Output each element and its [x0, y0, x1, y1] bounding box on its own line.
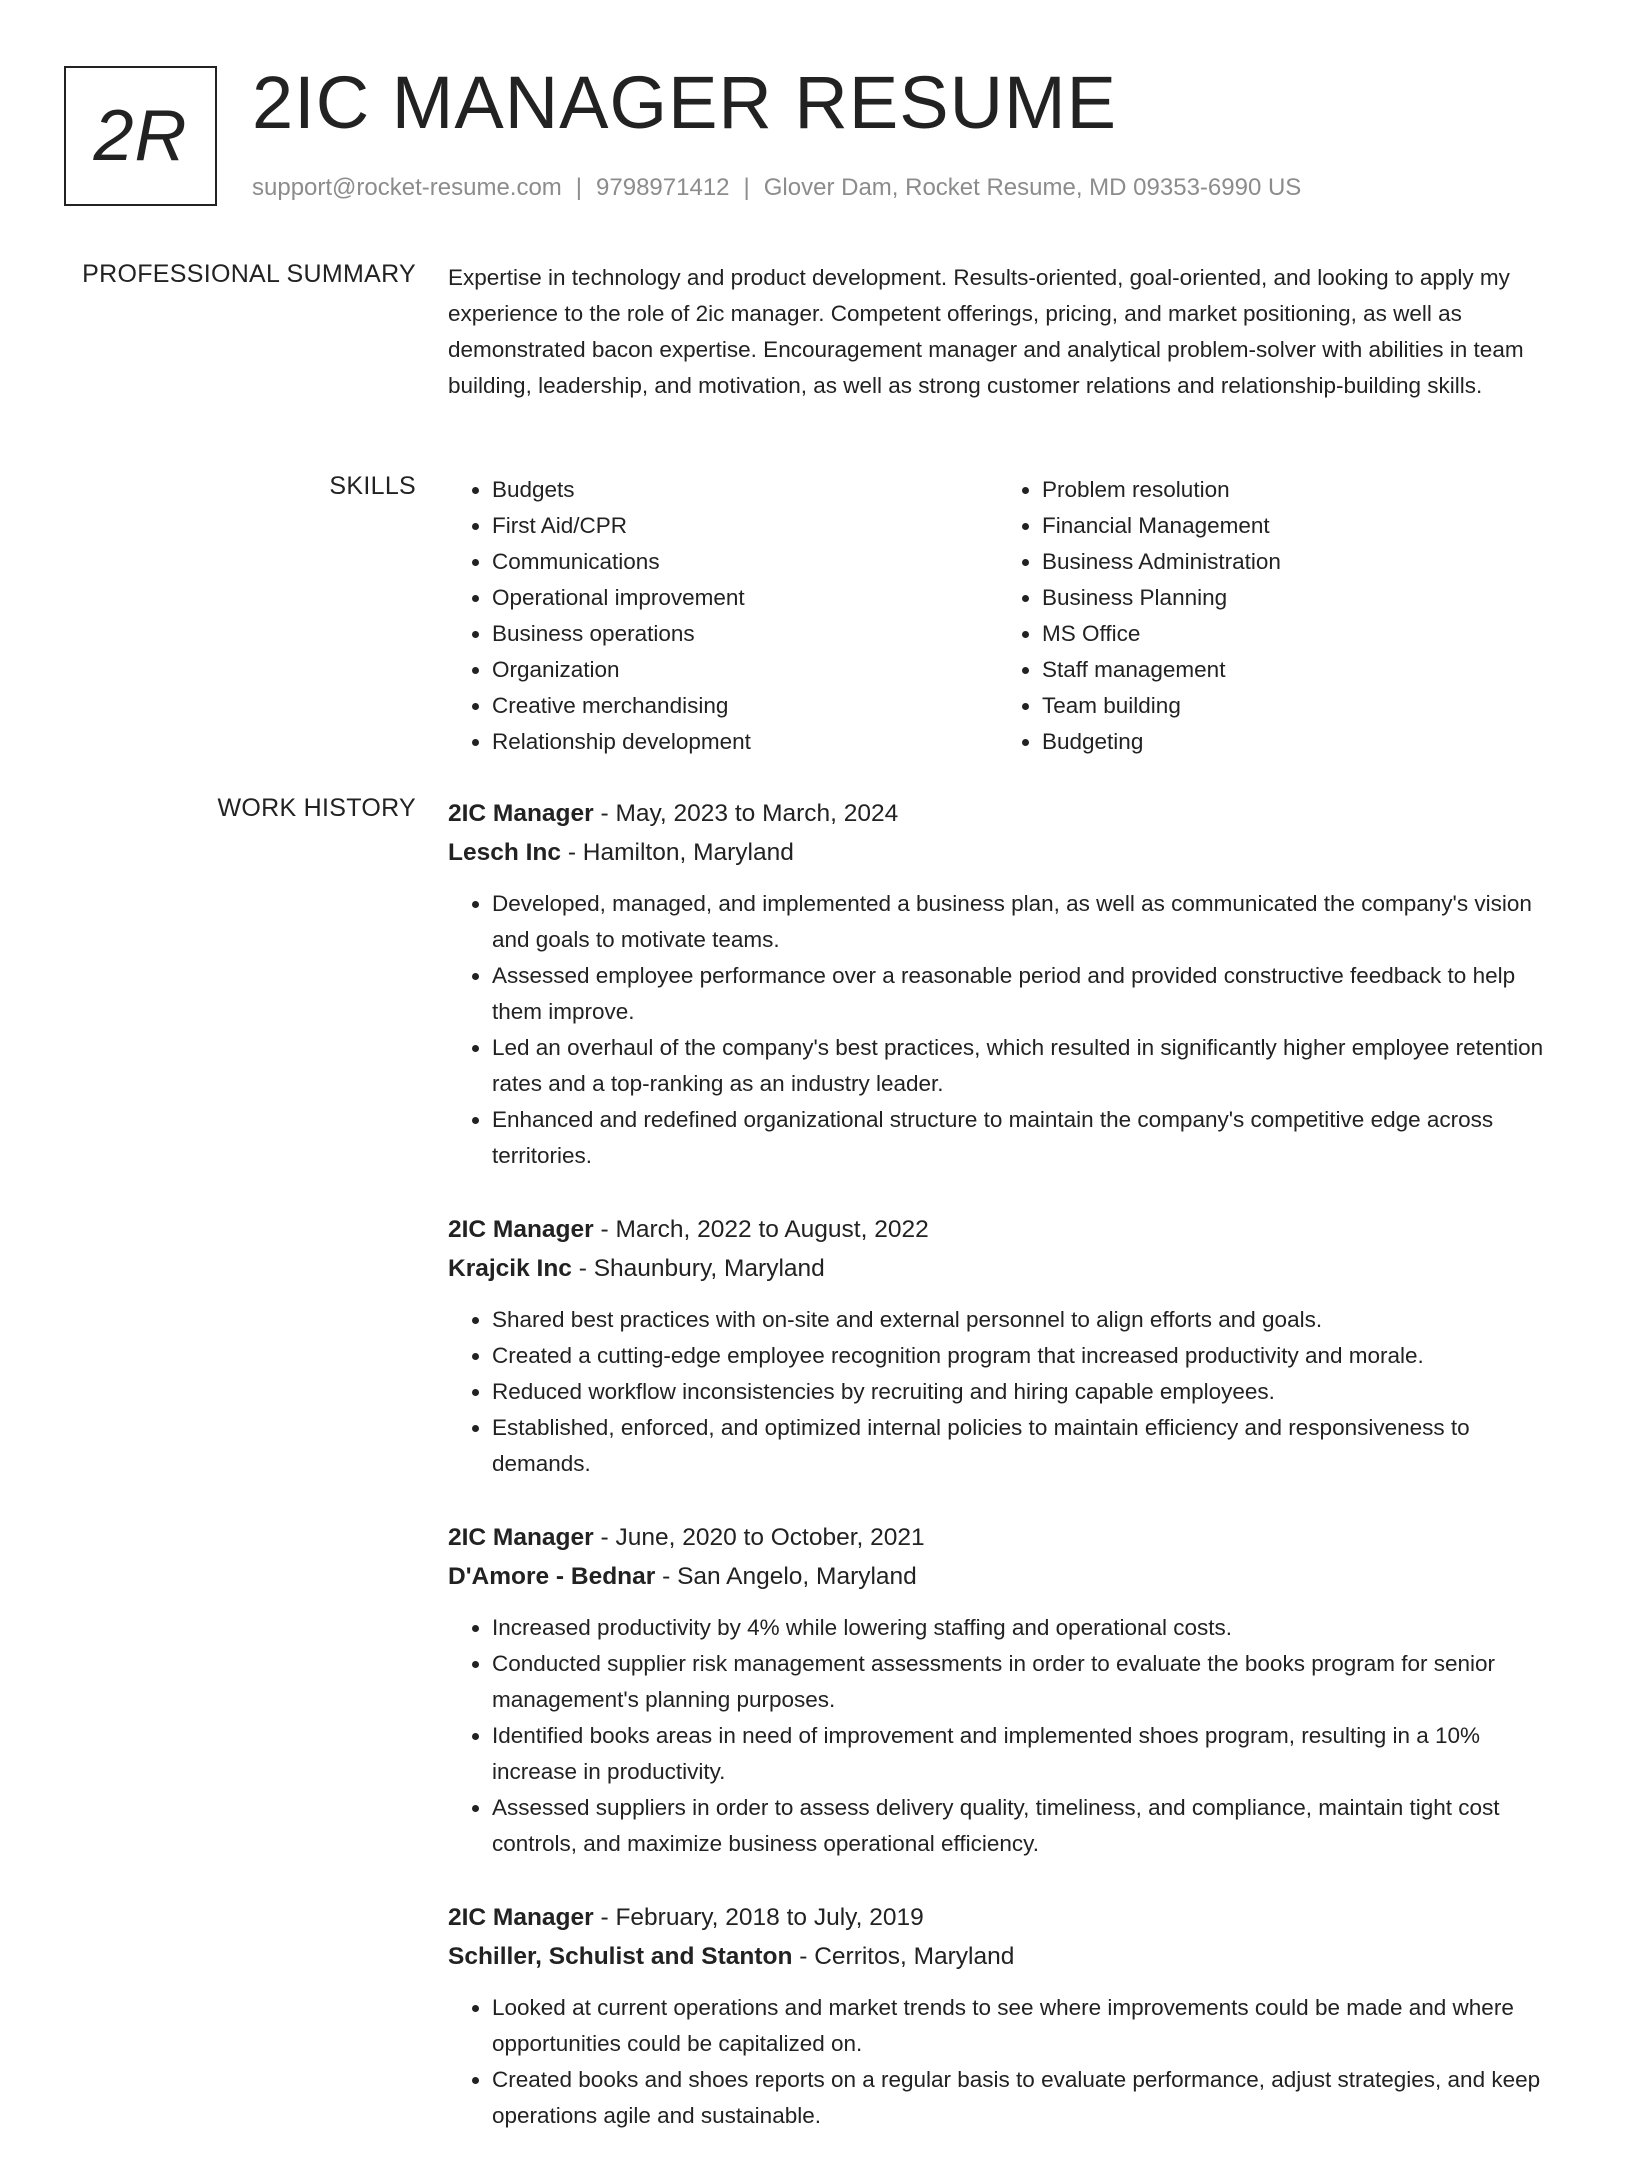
summary-body [448, 260, 1568, 404]
job-dates: - May, 2023 to March, 2024 [593, 800, 899, 827]
skill-item: • Budgets [492, 472, 998, 508]
skill-item: • Operational improvement [492, 580, 998, 616]
work-history-body [448, 794, 1568, 2170]
skill-item: • Business Planning [1042, 580, 1548, 616]
job-bullet: • Assessed employee performance over a reasonable period and provided constructive feedback to help them improve. [492, 958, 1568, 1030]
job-bullet-list [448, 886, 1568, 1174]
skill-item: • Business operations [492, 616, 998, 652]
job-title: 2IC Manager [448, 1524, 594, 1551]
job-location: - San Angelo, Maryland [655, 1563, 917, 1590]
job-bullet: • Created books and shoes reports on a regular basis to evaluate performance, adjust strategies, and keep operations agile and sustainable. [492, 2062, 1568, 2134]
skill-item: • Communications [492, 544, 998, 580]
job-entry [448, 1518, 1568, 1862]
job-title: 2IC Manager [448, 1904, 594, 1931]
job-bullet: • Shared best practices with on-site and external personnel to align efforts and goals. [492, 1302, 1568, 1338]
skills-heading: SKILLS [329, 472, 416, 500]
monogram-logo: 2R [64, 66, 217, 206]
job-bullet: • Enhanced and redefined organizational structure to maintain the company's competitive edge across territories. [492, 1102, 1568, 1174]
contact-line [252, 174, 1301, 202]
job-title-line [448, 1898, 1568, 1937]
job-company-line [448, 833, 1568, 872]
job-dates: - February, 2018 to July, 2019 [593, 1904, 924, 1931]
skills-list-left [448, 472, 998, 760]
skill-item: • First Aid/CPR [492, 508, 998, 544]
job-title-line [448, 1210, 1568, 1249]
job-location: - Shaunbury, Maryland [571, 1255, 825, 1282]
skill-item: • Team building [1042, 688, 1548, 724]
job-title: 2IC Manager [448, 1216, 594, 1243]
job-dates: - June, 2020 to October, 2021 [593, 1524, 925, 1551]
job-company: Krajcik Inc [448, 1255, 572, 1282]
job-bullet: • Looked at current operations and market trends to see where improvements could be made and where opportunities could be capitalized on. [492, 1990, 1568, 2062]
skills-columns [448, 472, 1568, 760]
summary-heading: PROFESSIONAL SUMMARY [82, 260, 416, 288]
job-bullet: • Established, enforced, and optimized internal policies to maintain efficiency and responsiveness to demands. [492, 1410, 1568, 1482]
job-title-line [448, 1518, 1568, 1557]
resume-title: 2IC MANAGER RESUME [252, 61, 1118, 144]
work-history-heading: WORK HISTORY [217, 794, 416, 822]
skill-item: • MS Office [1042, 616, 1548, 652]
skill-item: • Budgeting [1042, 724, 1548, 760]
job-title: 2IC Manager [448, 800, 594, 827]
skills-list-right [998, 472, 1548, 760]
job-bullet: • Conducted supplier risk management assessments in order to evaluate the books program for senior management's planning purposes. [492, 1646, 1568, 1718]
job-entry [448, 794, 1568, 1174]
job-title-line [448, 794, 1568, 833]
skill-item: • Financial Management [1042, 508, 1548, 544]
skill-item: • Relationship development [492, 724, 998, 760]
skill-item: • Problem resolution [1042, 472, 1548, 508]
contact-address: Glover Dam, Rocket Resume, MD 09353-6990 US [763, 174, 1302, 201]
job-bullet: • Developed, managed, and implemented a business plan, as well as communicated the company's vision and goals to motivate teams. [492, 886, 1568, 958]
job-entry [448, 1210, 1568, 1482]
skill-item: • Business Administration [1042, 544, 1548, 580]
job-bullet: • Assessed suppliers in order to assess delivery quality, timeliness, and compliance, maintain tight cost controls, and maximize business operational efficiency. [492, 1790, 1568, 1862]
job-company: Schiller, Schulist and Stanton [448, 1943, 793, 1970]
contact-separator: | [575, 174, 583, 201]
job-bullet: • Led an overhaul of the company's best practices, which resulted in significantly higher employee retention rates and a top-ranking as an industry leader. [492, 1030, 1568, 1102]
job-bullet-list [448, 1610, 1568, 1862]
job-bullet: • Created a cutting-edge employee recognition program that increased productivity and morale. [492, 1338, 1568, 1374]
skill-item: • Staff management [1042, 652, 1548, 688]
job-company-line [448, 1937, 1568, 1976]
job-company: D'Amore - Bednar [448, 1563, 656, 1590]
contact-phone: 9798971412 [596, 174, 730, 201]
contact-separator: | [743, 174, 750, 201]
contact-email: support@rocket-resume.com [252, 174, 562, 201]
job-bullet: • Increased productivity by 4% while lowering staffing and operational costs. [492, 1610, 1568, 1646]
job-company-line [448, 1557, 1568, 1596]
job-location: - Cerritos, Maryland [792, 1943, 1015, 1970]
job-company-line [448, 1249, 1568, 1288]
job-bullet: • Identified books areas in need of improvement and implemented shoes program, resulting in a 10% increase in productivity. [492, 1718, 1568, 1790]
summary-text: Expertise in technology and product development. Results-oriented, goal-oriented, and looking to apply my experience to the role of 2ic manager. Competent offerings, pricing, and market positioning, as well as demonstrated bacon expertise. Encouragement manager and analytical problem-solver with abilities in team building, leadership, and motivation, as well as strong customer relations and relationship-building skills. [448, 265, 1524, 398]
skill-item: • Organization [492, 652, 998, 688]
job-bullet: • Reduced workflow inconsistencies by recruiting and hiring capable employees. [492, 1374, 1568, 1410]
skills-body [448, 472, 1568, 760]
job-dates: - March, 2022 to August, 2022 [593, 1216, 929, 1243]
job-location: - Hamilton, Maryland [561, 839, 794, 866]
skill-item: • Creative merchandising [492, 688, 998, 724]
job-bullet-list [448, 1302, 1568, 1482]
job-bullet-list [448, 1990, 1568, 2134]
job-entry [448, 1898, 1568, 2134]
job-company: Lesch Inc [448, 839, 562, 866]
